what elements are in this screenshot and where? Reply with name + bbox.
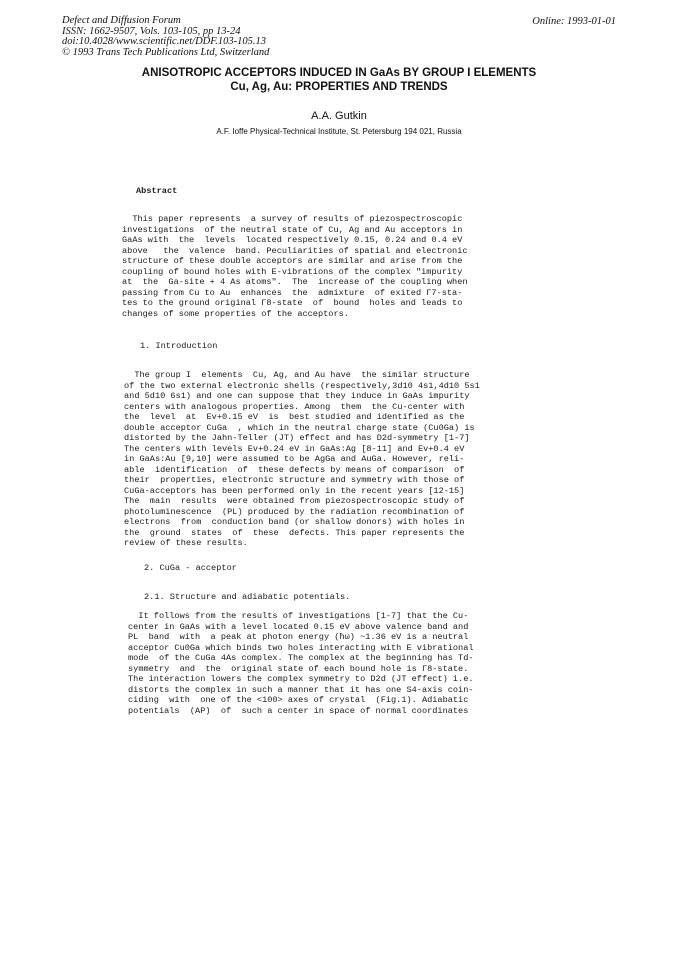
text-line: mode of the CuGa 4As complex. The complex at the beginning has Td- [128,653,474,663]
section-2-heading: 2. CuGa - acceptor [144,563,237,573]
doi: doi:10.4028/www.scientific.net/DDF.103-105.13 [62,36,267,48]
text-line: photoluminescence (PL) produced by the radiation recombination of [124,506,465,517]
online-date: Online: 1993-01-01 [532,16,616,27]
title-line-2: Cu, Ag, Au: PROPERTIES AND TRENDS [230,81,448,93]
author: A.A. Gutkin [311,110,367,122]
text-line: the ground states of these defects. This paper represents the [124,527,465,538]
text-line: GaAs with the levels located respectively 0.15, 0.24 and 0.4 eV [122,235,463,245]
text-line: CuGa-acceptors has been performed only in the recent years [12-15] [124,485,465,496]
title-line-1: ANISOTROPIC ACCEPTORS INDUCED IN GaAs BY GROUP I ELEMENTS [141,67,537,79]
text-line: their properties, electronic structure and symmetry with those of [124,475,465,485]
text-line: This paper represents a survey of results of piezospectroscopic [122,214,463,224]
text-line: It follows from the results of investigations [1-7] that the Cu- [128,611,469,621]
text-line: structure of these double acceptors are similar and arise from the [122,256,463,266]
text-line: review of these results. [124,538,248,548]
section-2-1-body [128,611,474,716]
text-line: potentials (AP) of such a center in space of normal coordinates [128,705,469,716]
text-line: The centers with levels Ev+0.24 eV in GaAs:Ag [8-11] and Ev+0.4 eV [124,443,465,454]
text-line: The interaction lowers the complex symmetry to D2d (JT effect) i.e. [128,674,474,684]
text-line: coupling of bound holes with E-vibrations of the complex "impurity [122,266,463,277]
text-line: of the two external electronic shells (respectively,3d10 4s1,4d10 5s1 [124,380,480,391]
text-line: passing from Cu to Au enhances the admixture of exited Γ7-sta- [122,287,463,298]
abstract-heading: Abstract [136,186,178,196]
text-line: distorts the complex in such a manner that it has one S4-axis coin- [128,684,474,695]
text-line: and 5d10 6s1) and one can suppose that they induce in GaAs impurity [124,391,470,401]
text-line: the level at Ev+0.15 eV is best studied and identified as the [124,412,465,422]
abstract-body [122,214,468,319]
text-line: symmetry and the original state of each bound hole is Γ8-state. [128,663,469,674]
text-line: at the Ga-site + 4 As atoms". The increase of the coupling when [122,277,468,287]
introduction-body [124,370,480,549]
text-line: The group I elements Cu, Ag, and Au have the similar structure [124,370,470,380]
introduction-heading: 1. Introduction [140,341,218,351]
text-line: The main results were obtained from piezospectroscopic study of [124,496,465,506]
text-line: tes to the ground original Γ8-state of bound holes and leads to [122,298,463,308]
issn: ISSN: 1662-9507, Vols. 103-105, pp 13-24 [62,25,241,37]
text-line: center in GaAs with a level located 0.15 eV above valence band and [128,621,469,632]
paper-title [0,66,678,94]
text-line: above the valence band. Peculiarities of spatial and electronic [122,245,468,256]
text-line: changes of some properties of the acceptors. [122,308,349,319]
text-line: in GaAs:Au [9,10] were assumed to be AgGa and AuGa. However, reli- [124,454,465,464]
affiliation: A.F. Ioffe Physical-Technical Institute, St. Petersburg 194 021, Russia [216,127,462,136]
text-line: able identification of these defects by means of comparison of [124,464,465,475]
text-line: PL band with a peak at photon energy (ħω) ~1.36 eV is a neutral [128,632,469,642]
text-line: investigations of the neutral state of Cu, Ag and Au acceptors in [122,224,463,235]
text-line: ciding with one of the <100> axes of crystal (Fig.1). Adiabatic [128,695,469,705]
copyright: © 1993 Trans Tech Publications Ltd, Switzerland [62,46,270,58]
journal-header [62,16,269,58]
journal-name: Defect and Diffusion Forum [62,15,181,26]
text-line: double acceptor CuGa , which in the neutral charge state (Cu0Ga) is [124,422,475,433]
text-line: electrons from conduction band (or shallow donors) with holes in [124,517,465,527]
text-line: acceptor Cu0Ga which binds two holes interacting with E vibrational [128,642,474,653]
section-2-1-heading: 2.1. Structure and adiabatic potentials. [144,592,351,602]
text-line: centers with analogous properties. Among them the Cu-center with [124,401,465,412]
text-line: distorted by the Jahn-Teller (JT) effect and has D2d-symmetry [1-7] [124,433,470,443]
